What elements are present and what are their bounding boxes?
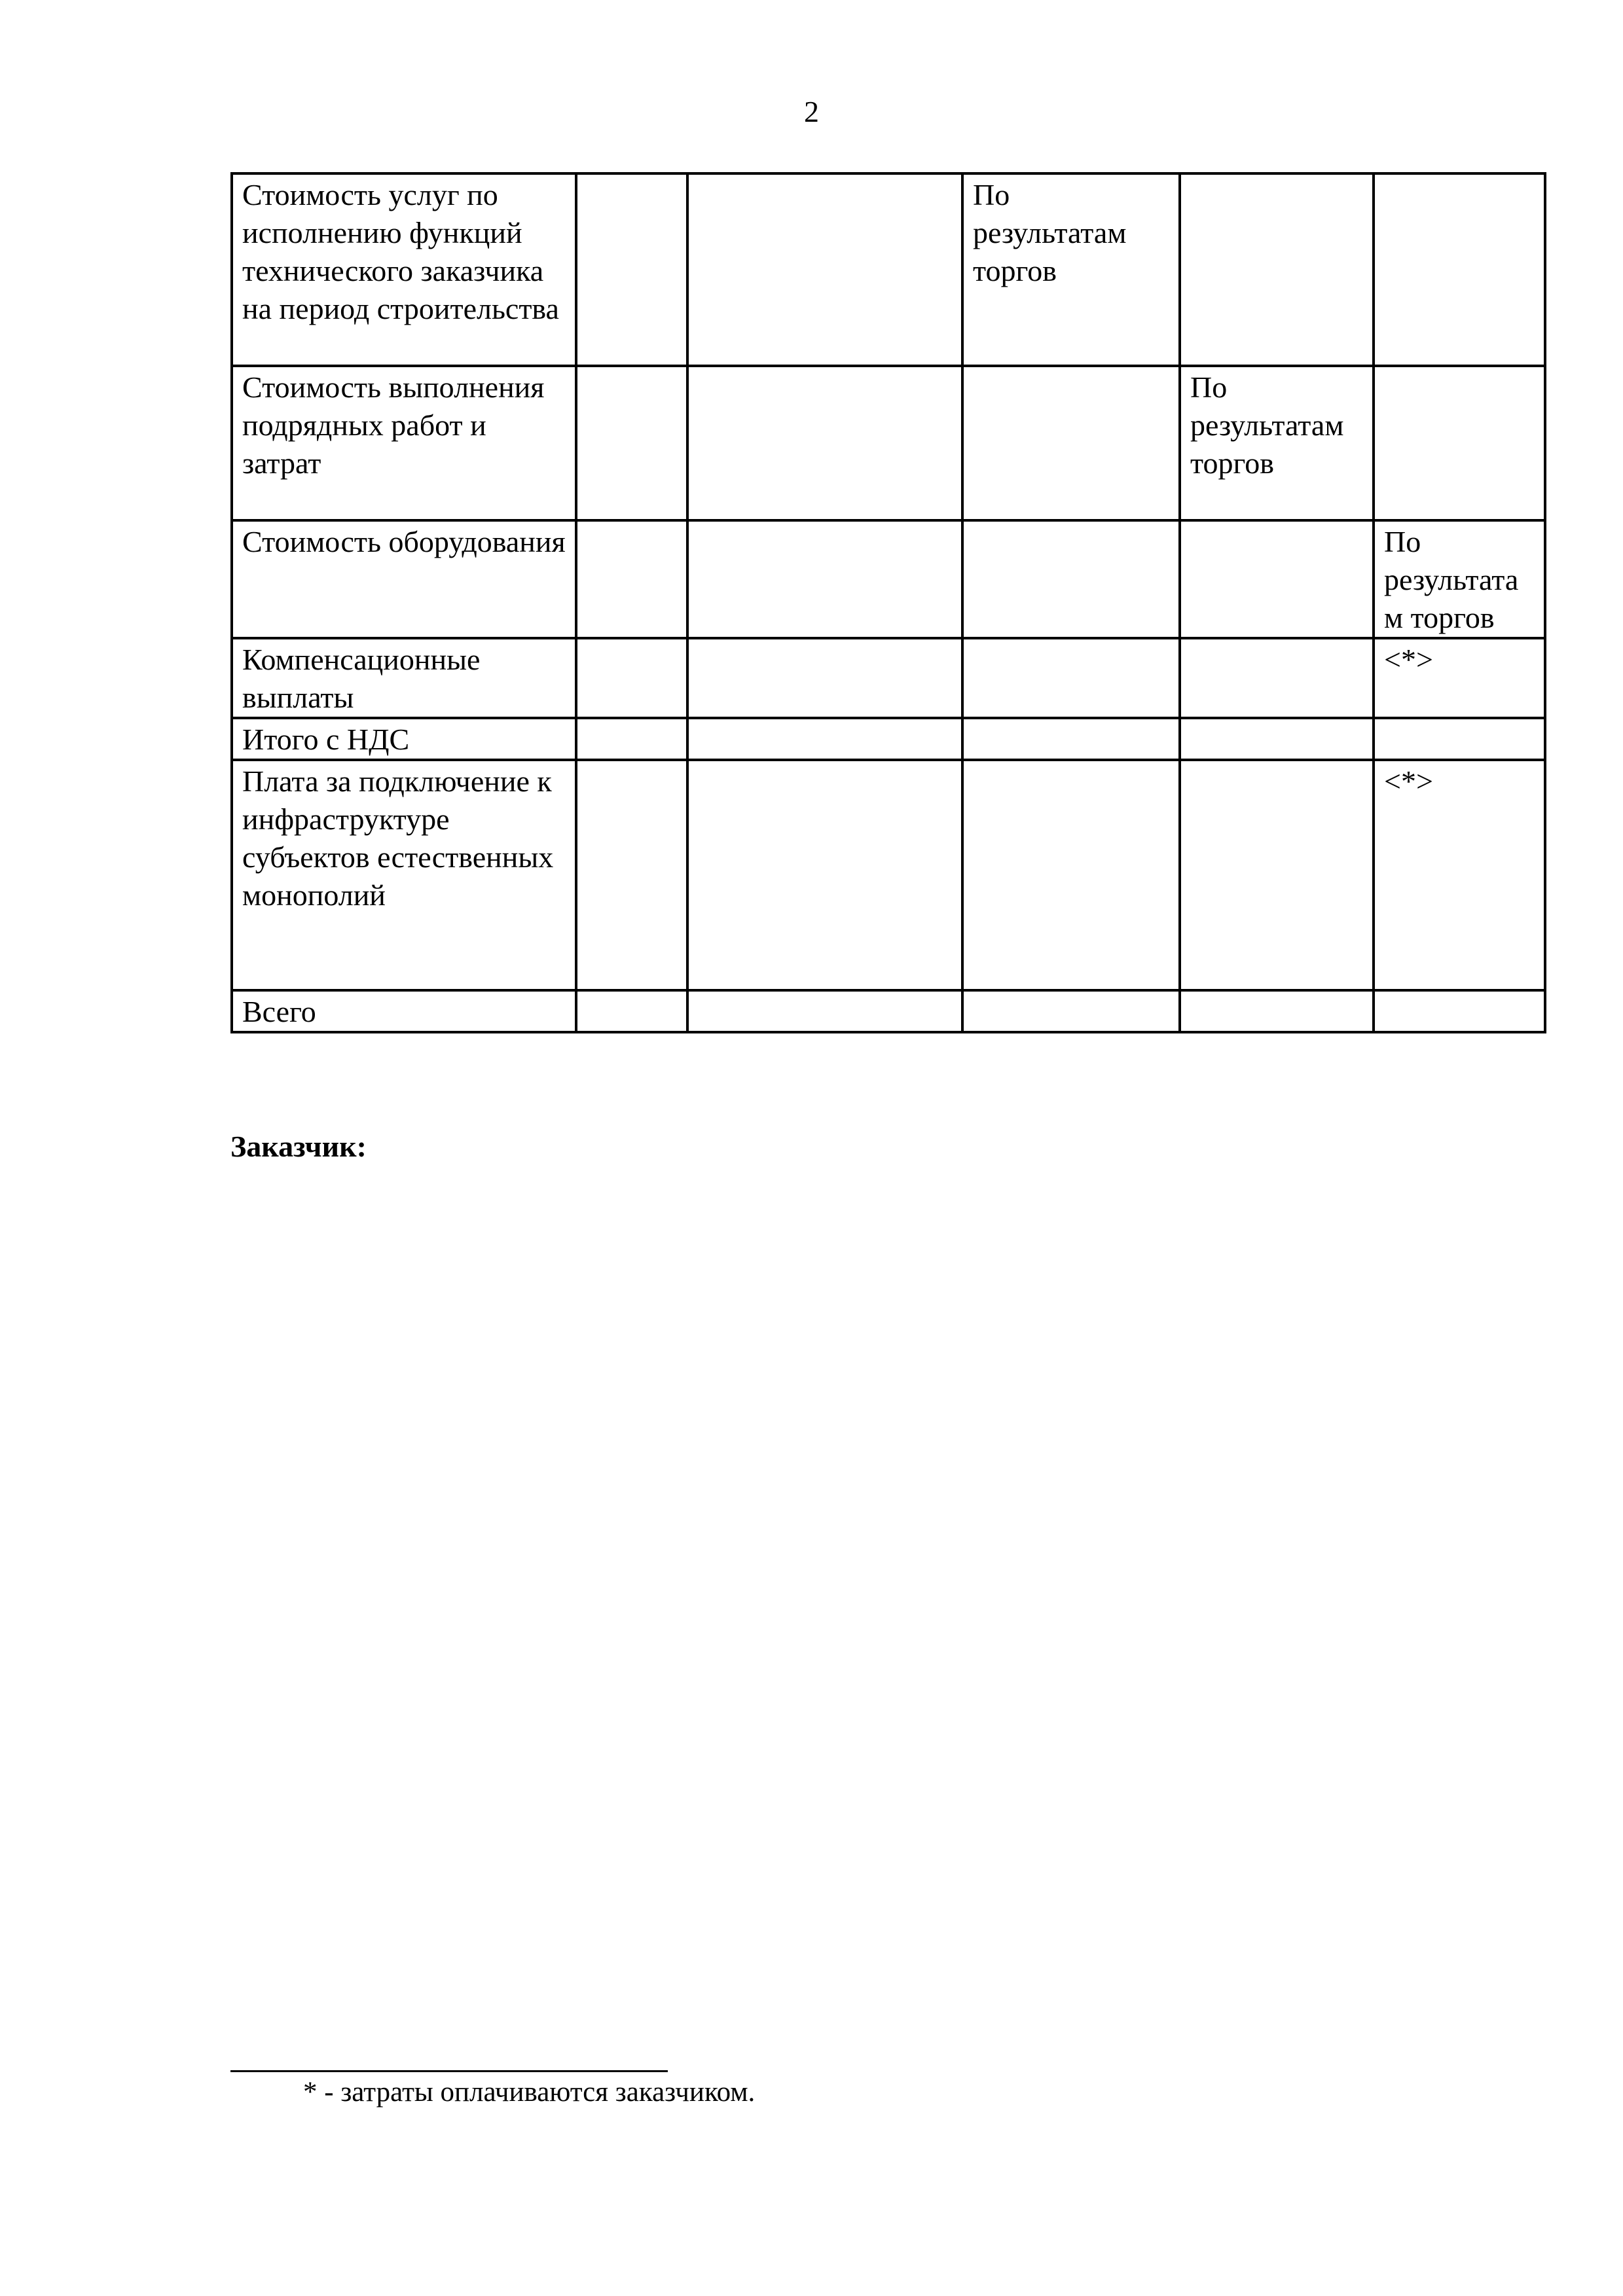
table-row-contract-works (232, 366, 1545, 520)
table-cell (1180, 173, 1374, 366)
table-cell (962, 520, 1180, 638)
cost-table (230, 172, 1546, 1033)
page-number: 2 (804, 95, 819, 128)
row-label: Всего (232, 990, 576, 1032)
table-cell (962, 366, 1180, 520)
table-cell (687, 990, 962, 1032)
table-cell (1374, 173, 1545, 366)
table-cell (1180, 990, 1374, 1032)
table-cell (687, 366, 962, 520)
table-cell (576, 520, 687, 638)
table-cell: По результатам торгов (962, 173, 1180, 366)
table-row-connection-fee (232, 760, 1545, 990)
table-cell (576, 990, 687, 1032)
table-cell: <*> (1374, 760, 1545, 990)
table-cell: По результатам торгов (1374, 520, 1545, 638)
table-row-subtotal-vat (232, 718, 1545, 760)
table-cell (576, 638, 687, 718)
table-cell (962, 760, 1180, 990)
table-cell (576, 366, 687, 520)
table-cell (962, 990, 1180, 1032)
table-cell (576, 760, 687, 990)
table-cell (1180, 520, 1374, 638)
table-cell: По результатам торгов (1180, 366, 1374, 520)
table-cell (1374, 718, 1545, 760)
table-cell (1180, 760, 1374, 990)
table-cell (1180, 638, 1374, 718)
row-label: Компенсационные выплаты (232, 638, 576, 718)
row-label: Плата за подключение к инфраструктуре субъектов естественных монополий (232, 760, 576, 990)
table-cell: <*> (1374, 638, 1545, 718)
footnote: * - затраты оплачиваются заказчиком. (303, 2077, 756, 2108)
table-cell (1374, 990, 1545, 1032)
row-label: Итого с НДС (232, 718, 576, 760)
table-cell (687, 718, 962, 760)
table-row-total (232, 990, 1545, 1032)
table-cell (576, 173, 687, 366)
table-cell (687, 173, 962, 366)
row-label: Стоимость выполнения подрядных работ и затрат (232, 366, 576, 520)
table-cell (962, 638, 1180, 718)
table-row-compensation (232, 638, 1545, 718)
row-label: Стоимость услуг по исполнению функций технического заказчика на период строительства (232, 173, 576, 366)
table-cell (962, 718, 1180, 760)
table-cell (687, 520, 962, 638)
table-cell (1374, 366, 1545, 520)
table-cell (687, 760, 962, 990)
table-row-technical-customer-services (232, 173, 1545, 366)
customer-signature-label: Заказчик: (230, 1130, 367, 1163)
table-cell (1180, 718, 1374, 760)
row-label: Стоимость оборудования (232, 520, 576, 638)
table-cell (576, 718, 687, 760)
table-row-equipment (232, 520, 1545, 638)
footnote-divider (230, 2070, 668, 2072)
table-cell (687, 638, 962, 718)
